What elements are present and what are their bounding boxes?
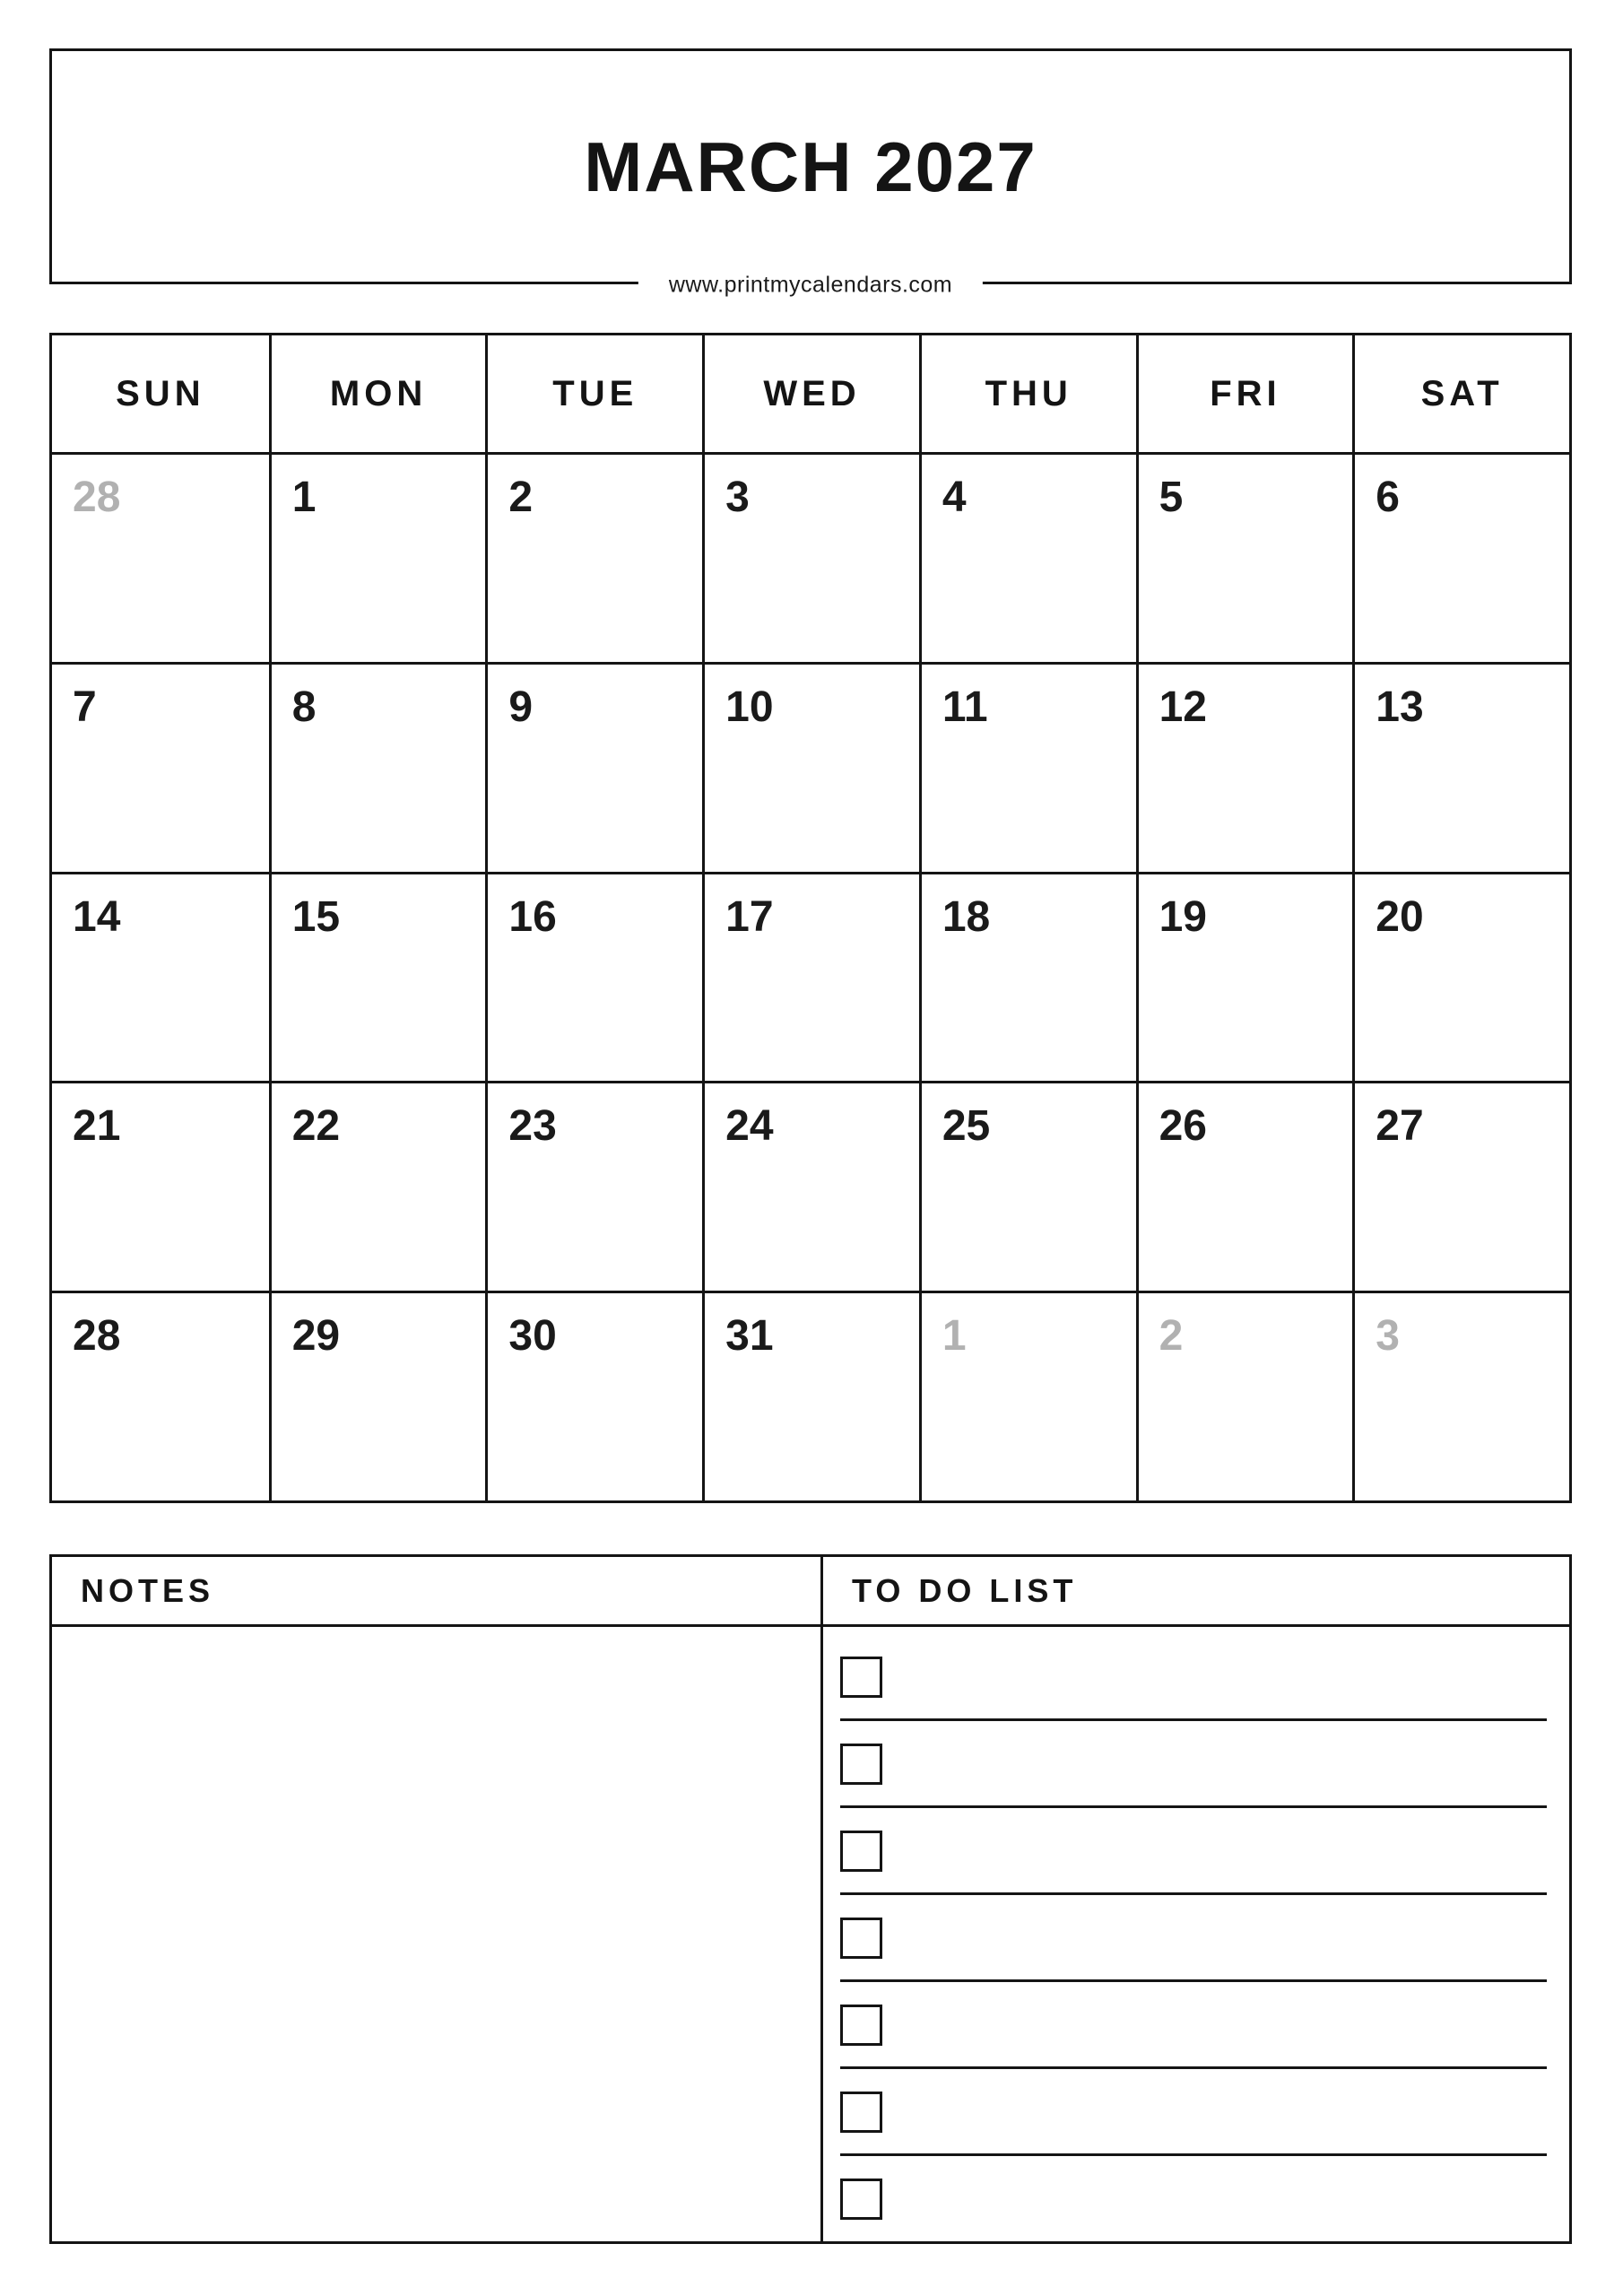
calendar-day-cell: 2 — [485, 452, 702, 662]
todo-header — [820, 1557, 1569, 1627]
calendar-day-cell: 6 — [1352, 452, 1569, 662]
todo-item — [840, 2092, 1547, 2179]
todo-checkbox[interactable] — [840, 1744, 882, 1785]
calendar-day-cell: 1 — [269, 452, 486, 662]
notes-area — [52, 1627, 820, 2241]
day-header-sat: SAT — [1352, 335, 1569, 452]
todo-line — [840, 1892, 1547, 1895]
calendar-day-cell: 9 — [485, 662, 702, 872]
todo-header-label: TO DO LIST — [852, 1571, 1078, 1609]
day-header-wed: WED — [702, 335, 919, 452]
calendar-day-cell: 24 — [702, 1081, 919, 1291]
calendar-day-cell: 20 — [1352, 872, 1569, 1082]
calendar-day-cell: 30 — [485, 1291, 702, 1500]
calendar-day-cell-adjacent-month: 3 — [1352, 1291, 1569, 1500]
notes-header-label: NOTES — [81, 1571, 215, 1609]
calendar-day-cell: 18 — [919, 872, 1136, 1082]
calendar-day-cell: 3 — [702, 452, 919, 662]
todo-item — [840, 1744, 1547, 1831]
todo-checkbox[interactable] — [840, 2005, 882, 2046]
todo-line — [840, 2066, 1547, 2069]
notes-header — [52, 1557, 820, 1627]
calendar-day-cell: 27 — [1352, 1081, 1569, 1291]
calendar-day-cell: 21 — [52, 1081, 269, 1291]
notes-todo-section — [49, 1554, 1572, 2244]
calendar-day-cell: 22 — [269, 1081, 486, 1291]
calendar-day-cell: 4 — [919, 452, 1136, 662]
todo-checkbox[interactable] — [840, 2092, 882, 2133]
todo-checkbox[interactable] — [840, 1657, 882, 1698]
day-header-fri: FRI — [1136, 335, 1353, 452]
website-label: www.printmycalendars.com — [638, 269, 983, 302]
calendar-day-cell: 11 — [919, 662, 1136, 872]
todo-line — [840, 1979, 1547, 1982]
todo-list — [820, 1627, 1569, 2241]
calendar-day-cell: 23 — [485, 1081, 702, 1291]
day-header-tue: TUE — [485, 335, 702, 452]
calendar-day-cell: 7 — [52, 662, 269, 872]
todo-item — [840, 1831, 1547, 1918]
title-box — [49, 48, 1572, 284]
todo-checkbox[interactable] — [840, 2179, 882, 2220]
calendar-day-cell: 13 — [1352, 662, 1569, 872]
calendar-day-cell: 29 — [269, 1291, 486, 1500]
calendar-day-cell: 19 — [1136, 872, 1353, 1082]
calendar-day-cell: 26 — [1136, 1081, 1353, 1291]
day-header-sun: SUN — [116, 373, 205, 413]
calendar-day-cell: 10 — [702, 662, 919, 872]
todo-checkbox[interactable] — [840, 1918, 882, 1959]
day-header-thu: THU — [919, 335, 1136, 452]
calendar-day-cell: 12 — [1136, 662, 1353, 872]
calendar-day-cell-adjacent-month: 2 — [1136, 1291, 1353, 1500]
todo-item — [840, 2005, 1547, 2092]
calendar-day-cell: 28 — [52, 1291, 269, 1500]
calendar-day-cell: 15 — [269, 872, 486, 1082]
calendar-day-cell: 25 — [919, 1081, 1136, 1291]
todo-checkbox[interactable] — [840, 1831, 882, 1872]
calendar-day-cell: 17 — [702, 872, 919, 1082]
calendar-day-cell-adjacent-month: 1 — [919, 1291, 1136, 1500]
todo-item — [840, 2179, 1547, 2241]
calendar-day-cell: 16 — [485, 872, 702, 1082]
todo-item — [840, 1657, 1547, 1744]
todo-item — [840, 1918, 1547, 2005]
calendar-grid — [49, 333, 1572, 1503]
page-title: MARCH 2027 — [584, 126, 1037, 206]
day-header-mon: MON — [269, 335, 486, 452]
calendar-day-cell-adjacent-month: 28 — [52, 452, 269, 662]
calendar-day-cell: 14 — [52, 872, 269, 1082]
calendar-day-cell: 31 — [702, 1291, 919, 1500]
calendar-day-cell: 8 — [269, 662, 486, 872]
todo-line — [840, 1805, 1547, 1808]
todo-line — [840, 2153, 1547, 2156]
calendar-day-cell: 5 — [1136, 452, 1353, 662]
todo-line — [840, 1718, 1547, 1721]
